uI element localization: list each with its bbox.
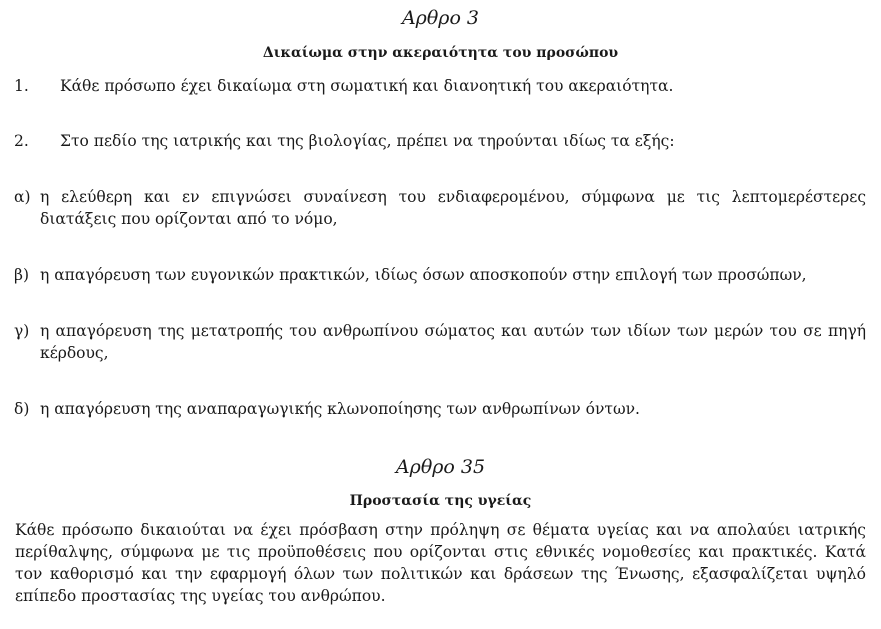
paragraph-2-text: Στο πεδίο της ιατρικής και της βιολογίας, πρέπει να τηρούνται ιδίως τα εξής: <box>60 132 675 150</box>
list-item-label: β) <box>14 266 30 284</box>
list-item-text: η ελεύθερη και εν επιγνώσει συναίνεση του ενδιαφερομένου, σύμφωνα με τις λεπτομερέστερες διατάξεις που ορίζονται από το νόμο, <box>40 188 866 228</box>
paragraph-1-text: Κάθε πρόσωπο έχει δικαίωμα στη σωματική και διανοητική του ακεραιότητα. <box>60 77 674 95</box>
article-35-text: Κάθε πρόσωπο δικαιούται να έχει πρόσβαση στην πρόληψη σε θέματα υγείας και να απολαύει ιατρικής περίθαλψης, σύμφωνα με τις προϋποθέσεις που ορίζονται στις εθνικές νομοθεσίες και πρακτικές. Κατά τον καθορισμό και την εφαρμογή όλων των πολιτικών και δράσεων της Ένωσης, εξασφαλίζεται υψηλό επίπεδο προστασίας της υγείας του ανθρώπου. <box>15 521 866 605</box>
paragraph-1-number: 1. <box>14 77 29 95</box>
list-item-label: α) <box>14 188 31 206</box>
article-35-title: Αρθρο 35 <box>395 456 486 478</box>
list-item-text: η απαγόρευση των ευγονικών πρακτικών, ιδίως όσων αποσκοπούν στην επιλογή των προσώπων, <box>40 266 807 284</box>
paragraph-2-number: 2. <box>14 132 29 150</box>
article-3-title: Αρθρο 3 <box>401 7 480 29</box>
article-35-heading: Προστασία της υγείας <box>349 493 532 509</box>
list-item-text: η απαγόρευση της αναπαραγωγικής κλωνοποίησης των ανθρωπίνων όντων. <box>40 400 640 418</box>
list-item-label: γ) <box>14 322 30 340</box>
list-item-label: δ) <box>14 400 30 418</box>
list-item-text: η απαγόρευση της μετατροπής του ανθρωπίνου σώματος και αυτών των ιδίων των μερών του σε πηγή κέρδους, <box>40 322 866 362</box>
article-3-heading: Δικαίωμα στην ακεραιότητα του προσώπου <box>262 45 619 61</box>
